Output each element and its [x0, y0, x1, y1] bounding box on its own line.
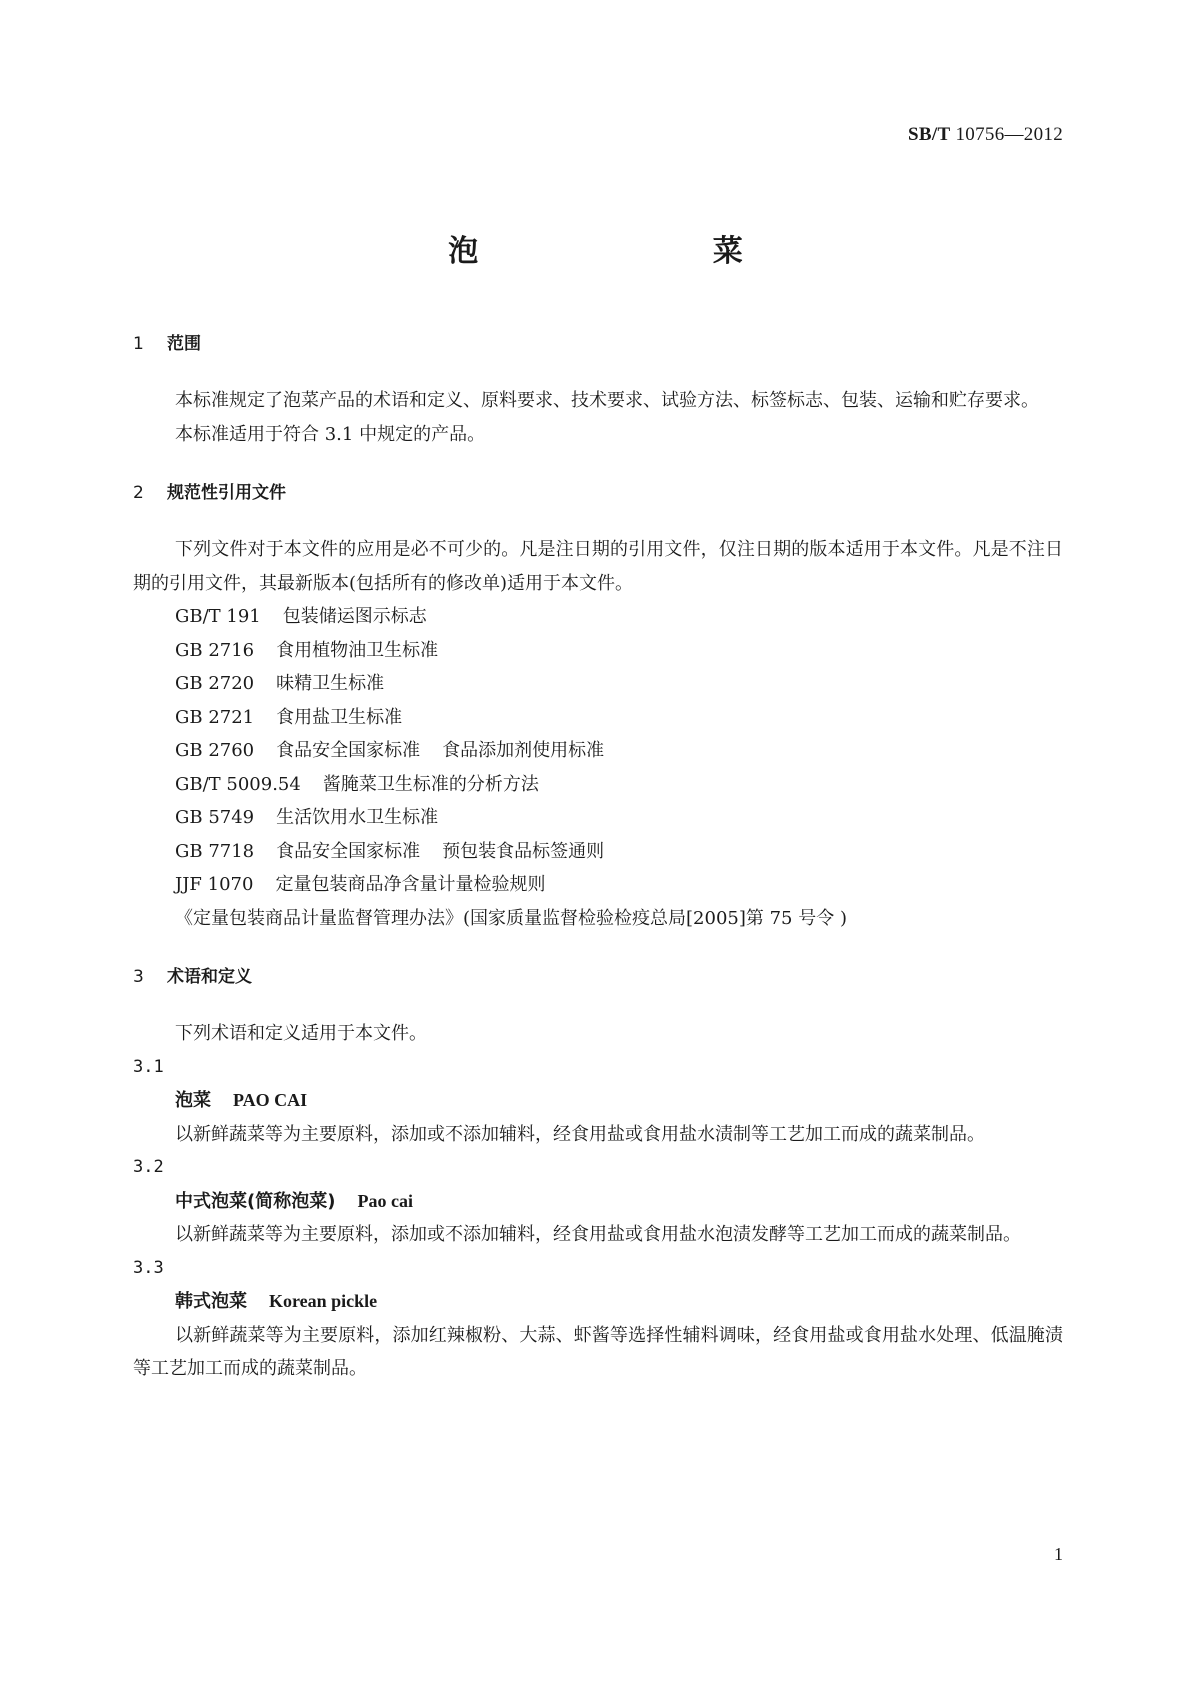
standard-code-prefix: SB/T	[908, 124, 951, 145]
standard-code-number: 10756—2012	[955, 124, 1063, 145]
reference-name-part: 预包装食品标签通则	[442, 840, 605, 862]
section-heading-terms-definitions	[133, 965, 1063, 989]
reference-item	[133, 768, 1063, 802]
standard-code	[908, 124, 1063, 146]
term-definition: 以新鲜蔬菜等为主要原料，添加或不添加辅料，经食用盐或食用盐水泡渍发酵等工艺加工而成的蔬菜制品。	[175, 1224, 1021, 1245]
term-zh: 中式泡菜(简称泡菜)	[175, 1190, 336, 1212]
page-number: 1	[1054, 1544, 1063, 1564]
section-number: 1	[133, 334, 144, 354]
reference-name: 味精卫生标准	[276, 673, 385, 694]
term-number: 3.3	[133, 1257, 164, 1278]
reference-code: GB 2716	[175, 639, 255, 661]
reference-code: JJF 1070	[175, 874, 254, 895]
reference-name: 酱腌菜卫生标准的分析方法	[322, 773, 539, 795]
paragraph: 下列文件对于本文件的应用是必不可少的。凡是注日期的引用文件，仅注日期的版本适用于本文件。凡是不注日期的引用文件，其最新版本(包括所有的修改单)适用于本文件。	[133, 539, 1063, 594]
term-zh: 泡菜	[175, 1090, 211, 1111]
reference-item	[133, 701, 1063, 735]
reference-name: 定量包装商品净含量计量检验规则	[275, 874, 546, 895]
term-en: PAO CAI	[233, 1090, 308, 1110]
reference-item	[133, 634, 1063, 668]
reference-code: GB 2721	[175, 706, 255, 728]
section-heading-normative-references	[133, 481, 1063, 505]
term-definition: 以新鲜蔬菜等为主要原料，添加或不添加辅料，经食用盐或食用盐水渍制等工艺加工而成的蔬菜制品。	[175, 1123, 985, 1145]
document-body	[133, 332, 1063, 1386]
reference-code: GB/T 5009.54	[175, 773, 301, 795]
term-definition: 以新鲜蔬菜等为主要原料，添加红辣椒粉、大蒜、虾酱等选择性辅料调味，经食用盐或食用盐水处理、低温腌渍等工艺加工而成的蔬菜制品。	[133, 1324, 1063, 1379]
reference-name: 包装储运图示标志	[282, 606, 427, 627]
paragraph: 本标准规定了泡菜产品的术语和定义、原料要求、技术要求、试验方法、标签标志、包装、运输和贮存要求。	[175, 390, 1039, 411]
reference-code: GB 7718	[175, 840, 255, 862]
reference-code: GB 5749	[175, 807, 255, 828]
term-title	[133, 1084, 1063, 1118]
section-title: 术语和定义	[167, 967, 252, 987]
reference-name-part: 食品添加剂使用标准	[442, 740, 605, 761]
reference-item-regulation: 《定量包装商品计量监督管理办法》(国家质量监督检验检疫总局[2005]第 75 号令 )	[175, 907, 847, 929]
term-title	[133, 1185, 1063, 1219]
section-number: 3	[133, 967, 144, 987]
reference-name-part: 食品安全国家标准	[276, 840, 421, 862]
section-heading-scope	[133, 332, 1063, 356]
section-title: 范围	[167, 334, 201, 354]
term-en: Korean pickle	[269, 1291, 378, 1311]
reference-name	[276, 740, 604, 761]
paragraph: 下列术语和定义适用于本文件。	[175, 1023, 427, 1044]
reference-item	[133, 734, 1063, 768]
reference-item	[133, 600, 1063, 634]
reference-name: 食用盐卫生标准	[276, 706, 403, 728]
section-title: 规范性引用文件	[167, 483, 286, 503]
reference-name: 生活饮用水卫生标准	[276, 807, 439, 828]
reference-code: GB/T 191	[175, 606, 261, 627]
section-number: 2	[133, 483, 144, 503]
term-zh: 韩式泡菜	[175, 1291, 247, 1312]
document-title: 泡 菜	[448, 234, 855, 269]
reference-item	[133, 667, 1063, 701]
term-en: Pao cai	[357, 1190, 413, 1211]
term-number: 3.2	[133, 1157, 164, 1177]
reference-name	[276, 841, 604, 862]
reference-item	[133, 801, 1063, 835]
reference-code: GB 2720	[175, 673, 255, 694]
reference-code: GB 2760	[175, 740, 255, 761]
term-title	[133, 1285, 1063, 1319]
reference-name-part: 食品安全国家标准	[276, 740, 421, 761]
paragraph: 本标准适用于符合 3.1 中规定的产品。	[175, 423, 486, 445]
reference-item	[133, 868, 1063, 902]
reference-item	[133, 835, 1063, 869]
reference-name: 食用植物油卫生标准	[276, 639, 439, 661]
term-number: 3.1	[133, 1056, 164, 1077]
